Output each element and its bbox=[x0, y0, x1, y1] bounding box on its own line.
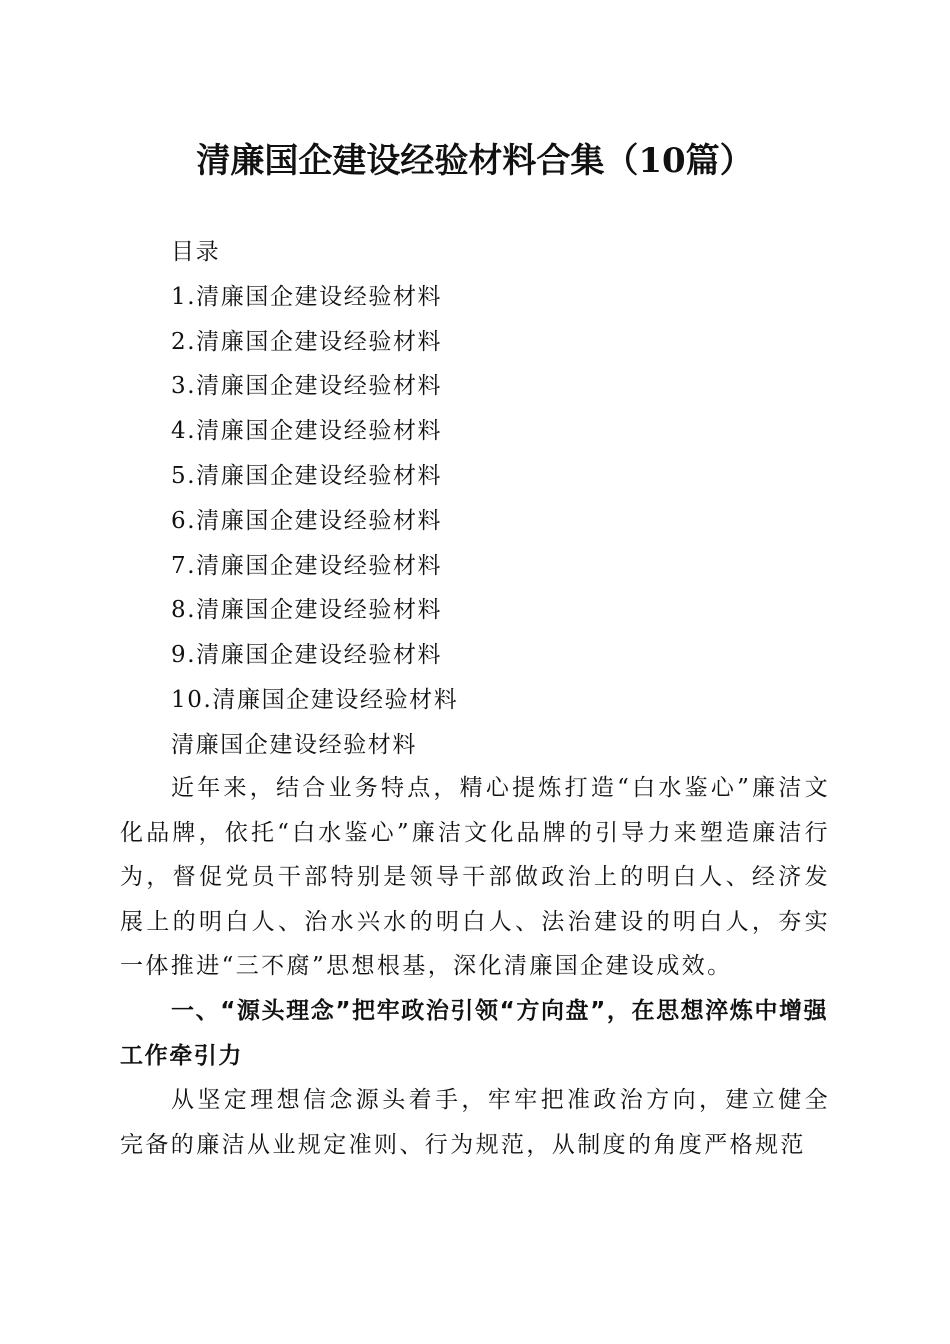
toc-item: 6.清廉国企建设经验材料 bbox=[171, 507, 443, 534]
toc-item: 8.清廉国企建设经验材料 bbox=[171, 597, 443, 624]
toc-item: 2.清廉国企建设经验材料 bbox=[171, 328, 443, 355]
toc-item: 4.清廉国企建设经验材料 bbox=[171, 418, 443, 445]
toc-item: 3.清廉国企建设经验材料 bbox=[171, 373, 443, 400]
intro-paragraph: 近年来，结合业务特点，精心提炼打造“白水鉴心”廉洁文化品牌，依托“白水鉴心”廉洁文化品牌的引导力来塑造廉洁行为，督促党员干部特别是领导干部做政治上的明白人、经济发展上的明白人、治水兴水的明白人、法治建设的明白人，夯实一体推进“三不腐”思想根基，深化清廉国企建设成效。 bbox=[120, 775, 830, 980]
toc-heading: 目录 bbox=[171, 239, 221, 265]
toc-item: 7.清廉国企建设经验材料 bbox=[171, 552, 443, 579]
article-body bbox=[120, 766, 830, 1167]
section-paragraph: 从坚定理想信念源头着手，牢牢把准政治方向，建立健全完备的廉洁从业规定准则、行为规范，从制度的角度严格规范 bbox=[120, 1087, 830, 1158]
article-title: 清廉国企建设经验材料 bbox=[171, 731, 417, 758]
toc-item: 1.清廉国企建设经验材料 bbox=[171, 283, 443, 310]
document-title: 清廉国企建设经验材料合集（10篇） bbox=[196, 141, 754, 181]
section-heading: 一、“源头理念”把牢政治引领“方向盘”，在思想淬炼中增强工作牵引力 bbox=[120, 997, 829, 1069]
table-of-contents bbox=[171, 230, 831, 768]
toc-item: 9.清廉国企建设经验材料 bbox=[171, 642, 443, 669]
toc-item: 10.清廉国企建设经验材料 bbox=[171, 686, 459, 713]
toc-item: 5.清廉国企建设经验材料 bbox=[171, 462, 443, 489]
